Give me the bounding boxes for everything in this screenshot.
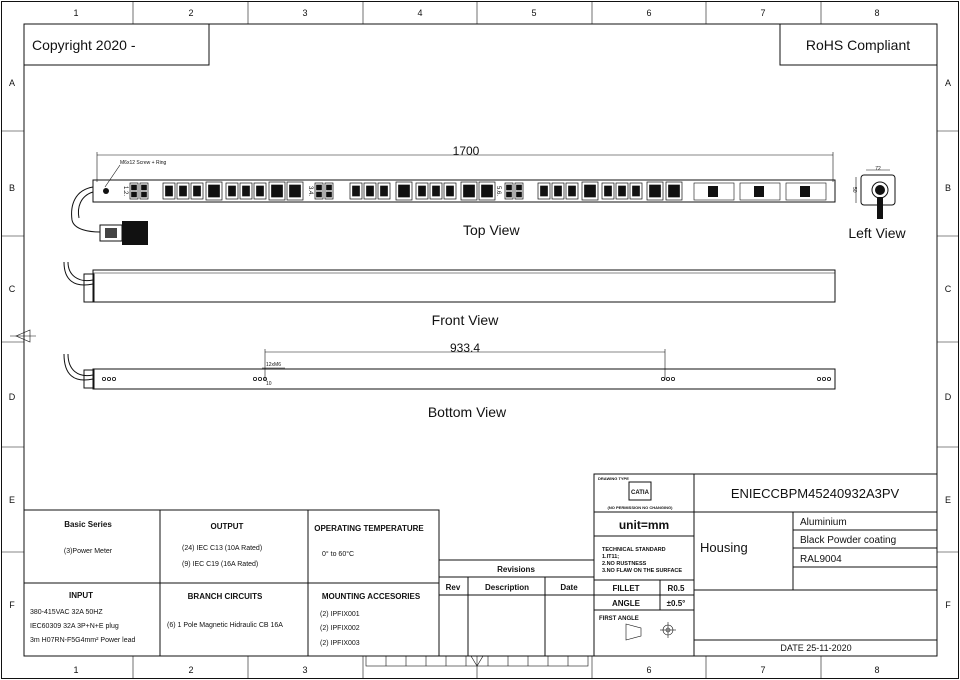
branch-title: BRANCH CIRCUITS xyxy=(187,592,263,601)
screw-hole xyxy=(103,188,109,194)
c19-outlet-socket xyxy=(482,185,493,197)
part-number: ENIECCBPM45240932A3PV xyxy=(730,486,900,501)
output-line-1: (24) IEC C13 (10A Rated) xyxy=(182,545,263,552)
c13-outlet-socket xyxy=(180,186,187,196)
row-label-e-left: E xyxy=(8,495,16,505)
c13-outlet-socket xyxy=(229,186,236,196)
outlet-group xyxy=(130,182,682,200)
row-label-f-right: F xyxy=(945,600,951,610)
circuit-breaker-switch xyxy=(327,185,332,190)
circuit-breaker-switch xyxy=(132,185,137,190)
c13-outlet-socket xyxy=(619,186,626,196)
c13-outlet-socket xyxy=(555,186,562,196)
front-view-label: Front View xyxy=(431,312,499,328)
row-label-e-right: E xyxy=(944,495,952,505)
rohs-text: RoHS Compliant xyxy=(805,37,911,53)
col-label-2-top: 2 xyxy=(188,8,194,18)
bottom-view xyxy=(64,341,835,420)
c13-outlet-socket xyxy=(633,186,640,196)
row-label-c-left: C xyxy=(8,284,16,294)
c19-outlet-socket xyxy=(650,185,661,197)
pdu-body-front xyxy=(93,270,835,302)
circuit-breaker-switch xyxy=(142,192,147,197)
col-label-1-bottom: 1 xyxy=(73,665,79,675)
c13-outlet-socket xyxy=(166,186,173,196)
operating-temp-value: 0° to 60°C xyxy=(322,551,355,558)
mounting-title: MOUNTING ACCESORIES xyxy=(321,592,421,601)
revisions-title: Revisions xyxy=(497,565,535,574)
col-label-3-top: 3 xyxy=(302,8,308,18)
revisions-col-rev: Rev xyxy=(445,583,461,592)
angle-label: ANGLE xyxy=(612,599,640,608)
tech-standard-line-4: 3.NO FLAW ON THE SURFACE xyxy=(602,568,683,574)
row-label-a-left: A xyxy=(8,78,16,88)
c13-outlet-socket xyxy=(257,186,264,196)
revisions-table xyxy=(439,560,594,656)
top-view xyxy=(72,144,835,245)
c13-outlet-socket xyxy=(419,186,426,196)
left-width-dimension: 72 xyxy=(875,166,881,172)
length-dimension: 1700 xyxy=(452,144,480,158)
circuit-breaker-switch xyxy=(517,185,522,190)
mount-slot-note: 12xM6 xyxy=(266,362,282,368)
c13-outlet-socket xyxy=(194,186,201,196)
c13-outlet-socket xyxy=(381,186,388,196)
screw-note: M6x12 Screw + Ring xyxy=(120,160,167,166)
c13-outlet-socket xyxy=(353,186,360,196)
tech-standard-line-2: 1.IT11; xyxy=(602,554,620,560)
c13-outlet-socket xyxy=(605,186,612,196)
row-label-d-left: D xyxy=(8,392,16,402)
power-meters xyxy=(694,183,826,200)
row-label-b-right: B xyxy=(944,183,952,193)
tech-standard-line-3: 2.NO RUSTNESS xyxy=(602,561,647,567)
circuit-breaker-switch xyxy=(507,192,512,197)
front-view xyxy=(64,262,835,328)
first-angle-label: FIRST ANGLE xyxy=(599,616,639,622)
plug-head xyxy=(122,221,148,245)
row-label-a-right: A xyxy=(944,78,952,88)
row-label-d-right: D xyxy=(944,392,952,402)
left-height-dimension: 50 xyxy=(851,187,857,193)
top-view-label: Top View xyxy=(463,222,520,238)
col-label-6-top: 6 xyxy=(646,8,652,18)
output-title: OUTPUT xyxy=(210,522,244,531)
circuit-breaker-switch xyxy=(517,192,522,197)
drawing-type-label: DRAWING TYPE xyxy=(598,476,629,481)
mount-dimension: 933.4 xyxy=(449,341,481,355)
unit-label: unit=mm xyxy=(618,518,670,532)
circuit-breaker-switch xyxy=(132,192,137,197)
circuit-breaker-switch xyxy=(317,185,322,190)
c13-outlet-socket xyxy=(243,186,250,196)
copyright-text: Copyright 2020 - xyxy=(32,37,136,53)
c13-outlet-socket xyxy=(433,186,440,196)
col-label-4-top: 4 xyxy=(417,8,423,18)
input-line-2: IEC60309 32A 3P+N+E plug xyxy=(30,623,119,630)
left-view-label: Left View xyxy=(848,225,906,241)
first-angle-projection-icon xyxy=(626,622,676,640)
circuit-breaker-switch xyxy=(507,185,512,190)
circuit-label-1: 1.2. xyxy=(122,186,128,197)
left-view xyxy=(848,166,906,241)
bottom-view-label: Bottom View xyxy=(427,404,507,420)
col-label-7-bottom: 7 xyxy=(760,665,766,675)
c13-outlet-socket xyxy=(367,186,374,196)
operating-temp-title: OPERATING TEMPERATURE xyxy=(314,524,424,533)
c13-outlet-socket xyxy=(569,186,576,196)
c19-outlet-socket xyxy=(399,185,410,197)
housing-label: Housing xyxy=(700,540,748,555)
material-3: RAL9004 xyxy=(800,554,842,565)
revisions-col-date: Date xyxy=(560,583,578,592)
fillet-label: FILLET xyxy=(612,584,640,593)
branch-value: (6) 1 Pole Magnetic Hidraulic CB 16A xyxy=(167,622,283,629)
power-cable xyxy=(72,187,100,232)
c13-outlet-socket xyxy=(447,186,454,196)
basic-series-value: (3)Power Meter xyxy=(63,548,113,555)
pdu-body-bottom xyxy=(93,369,835,389)
mounting-line-1: (2) IPFIX001 xyxy=(320,611,360,618)
mount-small-dimension: 10 xyxy=(266,381,272,387)
c19-outlet-socket xyxy=(464,185,475,197)
c19-outlet-socket xyxy=(290,185,301,197)
input-line-3: 3m H07RN-F5G4mm² Power lead xyxy=(30,637,136,644)
c19-outlet-socket xyxy=(585,185,596,197)
material-2: Black Powder coating xyxy=(800,535,897,546)
tech-standard-line-1: TECHNICAL STANDARD xyxy=(602,547,666,553)
drawing-date: DATE 25-11-2020 xyxy=(780,643,852,653)
c19-outlet-socket xyxy=(272,185,283,197)
circuit-label-3: 5.6. xyxy=(495,186,501,197)
circuit-breaker-switch xyxy=(317,192,322,197)
catia-logo-text: CATIA xyxy=(631,490,649,496)
output-line-2: (9) IEC C19 (16A Rated) xyxy=(182,561,259,568)
c19-outlet-socket xyxy=(209,185,220,197)
col-label-2-bottom: 2 xyxy=(188,665,194,675)
title-block xyxy=(594,474,937,656)
no-permission-note: (NO PERMISSION NO CHANGING) xyxy=(607,505,673,510)
col-label-6-bottom: 6 xyxy=(646,665,652,675)
fillet-value: R0.5 xyxy=(667,584,685,593)
basic-series-title: Basic Series xyxy=(64,520,112,529)
c13-outlet-socket xyxy=(541,186,548,196)
revisions-col-description: Description xyxy=(484,583,530,592)
col-label-8-bottom: 8 xyxy=(874,665,880,675)
left-view-cable xyxy=(877,197,883,219)
input-title: INPUT xyxy=(69,591,93,600)
row-label-f-left: F xyxy=(9,600,15,610)
col-label-5-top: 5 xyxy=(531,8,537,18)
circuit-label-2: 3.4. xyxy=(307,186,313,197)
spec-table xyxy=(24,510,439,656)
col-label-1-top: 1 xyxy=(73,8,79,18)
col-label-8-top: 8 xyxy=(874,8,880,18)
circuit-breaker-switch xyxy=(142,185,147,190)
c19-outlet-socket xyxy=(669,185,680,197)
row-label-b-left: B xyxy=(8,183,16,193)
mounting-line-2: (2) IPFIX002 xyxy=(320,625,360,632)
circuit-breaker-switch xyxy=(327,192,332,197)
row-label-c-right: C xyxy=(944,284,952,294)
col-label-7-top: 7 xyxy=(760,8,766,18)
angle-value: ±0.5° xyxy=(666,599,686,608)
col-label-3-bottom: 3 xyxy=(302,665,308,675)
input-line-1: 380-415VAC 32A 50HZ xyxy=(30,609,103,616)
mounting-line-3: (2) IPFIX003 xyxy=(320,640,360,647)
material-1: Aluminium xyxy=(800,517,847,528)
